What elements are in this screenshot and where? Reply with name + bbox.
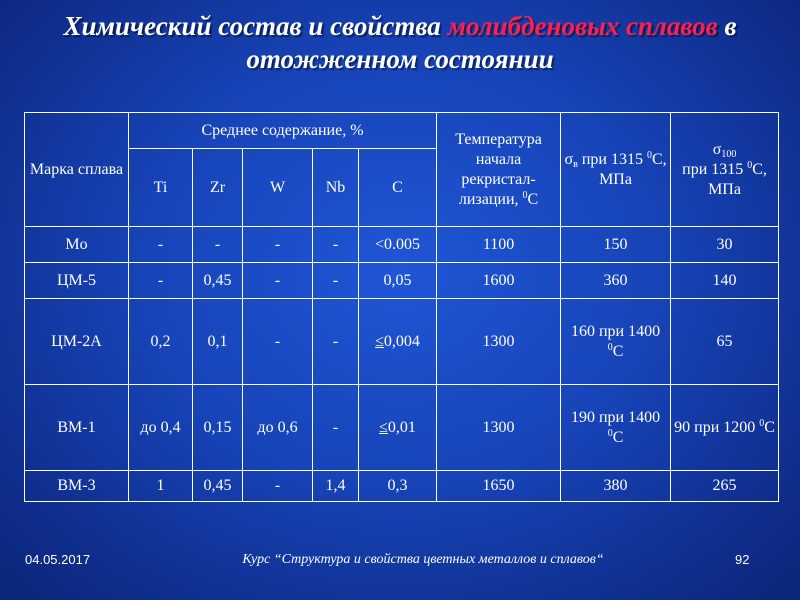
footer-course-name: Курс “Структура и свойства цветных металлов и сплавов“ — [242, 552, 604, 567]
cell-sigma-100: 90 при 1200 $^0$C — [671, 385, 779, 471]
cell-temp: 1650 — [437, 471, 561, 502]
title-text-part2: в отожженном состоянии — [246, 11, 737, 74]
cell-ti: 1 — [129, 471, 193, 502]
cell-temp: 1300 — [437, 299, 561, 385]
cell-temp: 1600 — [437, 263, 561, 299]
cell-w: - — [243, 299, 313, 385]
cell-sigma-b: 380 — [561, 471, 671, 502]
cell-c: 0,3 — [359, 471, 437, 502]
header-element-zr: Zr — [193, 149, 243, 227]
cell-sigma-100: 140 — [671, 263, 779, 299]
footer-date: 04.05.2017 — [25, 552, 91, 567]
cell-nb: - — [313, 227, 359, 263]
header-element-c: C — [359, 149, 437, 227]
cell-nb: - — [313, 263, 359, 299]
cell-c: ≤0,01 — [359, 385, 437, 471]
slide-title — [0, 10, 800, 76]
table-row — [25, 471, 779, 502]
cell-temp: 1100 — [437, 227, 561, 263]
table-row — [25, 263, 779, 299]
header-element-ti: Ti — [129, 149, 193, 227]
cell-zr: 0,45 — [193, 471, 243, 502]
cell-c: 0,05 — [359, 263, 437, 299]
cell-zr: - — [193, 227, 243, 263]
header-element-w: W — [243, 149, 313, 227]
cell-sigma-b: 160 при 1400 $^0$C — [561, 299, 671, 385]
cell-grade: ВМ-1 — [25, 385, 129, 471]
header-sigma-100: $\sigma_{100}$ при 1315 $^0$C, МПа — [671, 113, 779, 227]
header-recryst-temp: Температура начала рекристал-лизации, $^0$C — [437, 113, 561, 227]
table-row — [25, 299, 779, 385]
cell-sigma-100: 30 — [671, 227, 779, 263]
cell-w: до 0,6 — [243, 385, 313, 471]
header-row-1 — [25, 113, 779, 149]
cell-grade: Mo — [25, 227, 129, 263]
header-sigma-b: $\sigma_в$ при 1315 $^0$C, МПа — [561, 113, 671, 227]
cell-sigma-100: 65 — [671, 299, 779, 385]
cell-sigma-b: 190 при 1400 $^0$C — [561, 385, 671, 471]
cell-ti: - — [129, 263, 193, 299]
cell-temp: 1300 — [437, 385, 561, 471]
cell-ti: до 0,4 — [129, 385, 193, 471]
cell-sigma-b: 150 — [561, 227, 671, 263]
cell-nb: - — [313, 385, 359, 471]
cell-nb: 1,4 — [313, 471, 359, 502]
alloy-table — [24, 112, 779, 502]
cell-c: <0.005 — [359, 227, 437, 263]
header-avg-content: Среднее содержание, % — [129, 113, 437, 149]
cell-sigma-100: 265 — [671, 471, 779, 502]
cell-zr: 0,45 — [193, 263, 243, 299]
cell-sigma-b: 360 — [561, 263, 671, 299]
table-row — [25, 385, 779, 471]
table-row — [25, 227, 779, 263]
header-grade: Марка сплава — [25, 113, 129, 227]
cell-grade: ВМ-3 — [25, 471, 129, 502]
title-text-part1: Химический состав и свойства — [63, 11, 448, 41]
cell-w: - — [243, 471, 313, 502]
cell-w: - — [243, 263, 313, 299]
cell-grade: ЦМ-5 — [25, 263, 129, 299]
title-highlight: молибденовых сплавов — [447, 11, 718, 41]
header-element-nb: Nb — [313, 149, 359, 227]
cell-nb: - — [313, 299, 359, 385]
cell-w: - — [243, 227, 313, 263]
page-number: 92 — [735, 552, 750, 567]
cell-grade: ЦМ-2А — [25, 299, 129, 385]
cell-ti: 0,2 — [129, 299, 193, 385]
cell-zr: 0,15 — [193, 385, 243, 471]
cell-c: ≤0,004 — [359, 299, 437, 385]
cell-zr: 0,1 — [193, 299, 243, 385]
cell-ti: - — [129, 227, 193, 263]
